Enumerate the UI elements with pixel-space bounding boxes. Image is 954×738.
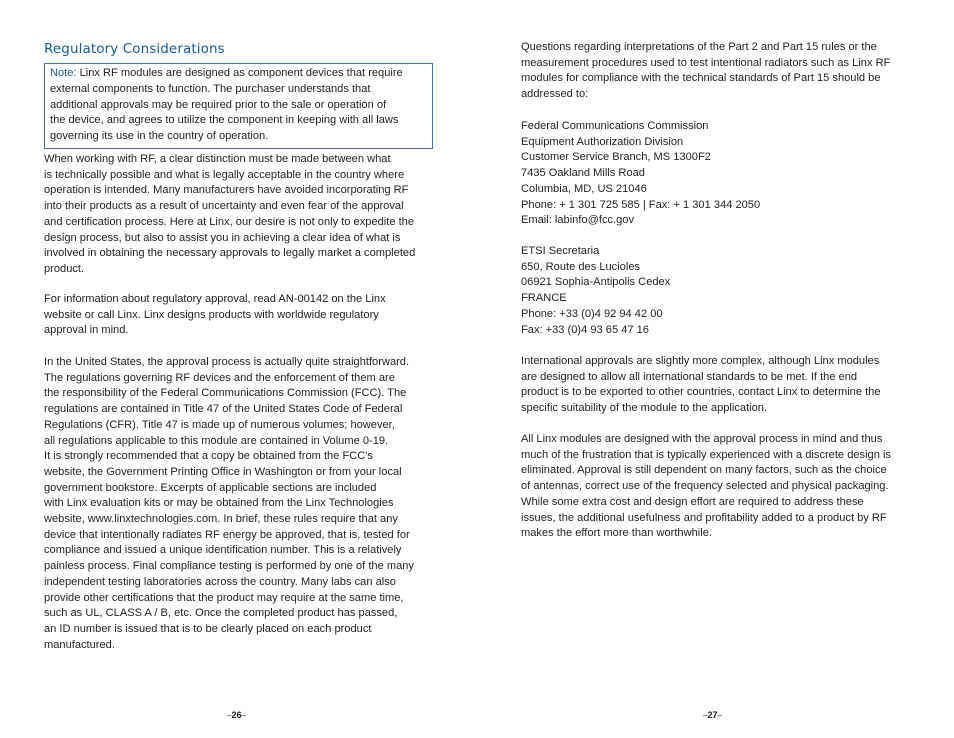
- text-line: involved in obtaining the necessary approvals to legally market a completed: [44, 247, 416, 260]
- paragraph-international: [521, 354, 915, 417]
- paragraph-rf-distinction: [44, 152, 438, 278]
- note-text-1: Linx RF modules are designed as component devices that require: [76, 67, 403, 79]
- text-line: website, the Government Printing Office in Washington or from your local: [44, 465, 402, 478]
- text-line: eliminated. Approval is still dependent on many factors, such as the choice: [521, 464, 887, 477]
- text-line: product is to be exported to other countries, contact Linx to determine the: [521, 386, 881, 399]
- note-box: [44, 63, 433, 149]
- text-line: government bookstore. Excerpts of applicable sections are included: [44, 481, 377, 494]
- text-line: and certification process. Here at Linx, our desire is not only to expedite the: [44, 215, 414, 228]
- text-line: all regulations applicable to this module are contained in Volume 0-19.: [44, 434, 389, 447]
- text-line: is technically possible and what is legally acceptable in the country where: [44, 168, 405, 181]
- text-line: When working with RF, a clear distinction must be made between what: [44, 153, 391, 165]
- text-line: an ID number is issued that is to be clearly placed on each product: [44, 622, 372, 635]
- right-page: [521, 0, 916, 738]
- text-line: design process, but also to assist you in achieving a clear idea of what is: [44, 231, 401, 244]
- address-line: 7435 Oakland Mills Road: [521, 167, 645, 180]
- text-line: regulations are contained in Title 47 of the United States Code of Federal: [44, 403, 403, 416]
- paragraph-linx-modules: [521, 432, 915, 542]
- text-line: website or call Linx. Linx designs products with worldwide regulatory: [44, 308, 379, 321]
- note-line-1: [50, 66, 424, 82]
- text-line: independent testing laboratories across the country. Many labs can also: [44, 575, 396, 588]
- text-line: specific suitability of the module to the application.: [521, 402, 768, 415]
- note-line-4: the device, and agrees to utilize the component in keeping with all laws: [50, 114, 399, 127]
- paragraph-us-approval: [44, 355, 438, 653]
- text-line: In the United States, the approval process is actually quite straightforward.: [44, 356, 410, 368]
- address-line: Equipment Authorization Division: [521, 135, 684, 148]
- page-number-right: –27–: [703, 710, 722, 720]
- paragraph-questions: [521, 40, 915, 103]
- address-line: Phone: + 1 301 725 585 | Fax: + 1 301 344 2050: [521, 198, 761, 211]
- text-line: compliance and issued a unique identification number. This is a relatively: [44, 544, 402, 557]
- text-line: approval in mind.: [44, 324, 129, 337]
- text-line: into their products as a result of uncertainty and even fear of the approval: [44, 200, 404, 213]
- text-line: measurement procedures used to test intentional radiators such as Linx RF: [521, 56, 891, 69]
- text-line: operation is intended. Many manufacturers have avoided incorporating RF: [44, 184, 409, 197]
- text-line: painless process. Final compliance testing is performed by one of the many: [44, 560, 414, 573]
- text-line: For information about regulatory approval, read AN-00142 on the Linx: [44, 293, 386, 305]
- text-line: International approvals are slightly more complex, although Linx modules: [521, 355, 880, 367]
- text-line: are designed to allow all international standards to be met. If the end: [521, 370, 858, 383]
- note-line-3: additional approvals may be required prior to the sale or operation of: [50, 98, 387, 111]
- address-line: Customer Service Branch, MS 1300F2: [521, 151, 711, 164]
- text-line: product.: [44, 262, 85, 275]
- note-line-2: external components to function. The purchaser understands that: [50, 82, 371, 95]
- address-line: Federal Communications Commission: [521, 120, 709, 132]
- text-line: provide other certifications that the product may require at the same time,: [44, 591, 404, 604]
- etsi-address-block: [521, 244, 915, 338]
- address-line: FRANCE: [521, 292, 567, 305]
- text-line: All Linx modules are designed with the approval process in mind and thus: [521, 433, 883, 445]
- text-line: The regulations governing RF devices and the enforcement of them are: [44, 371, 395, 384]
- note-label: Note:: [50, 67, 77, 79]
- paragraph-approval-info: [44, 292, 438, 339]
- text-line: such as UL, CLASS A / B, etc. Once the completed product has passed,: [44, 607, 398, 620]
- address-line: 650, Route des Lucioles: [521, 260, 641, 273]
- text-line: website, www.linxtechnologies.com. In brief, these rules require that any: [44, 513, 398, 526]
- text-line: Regulations (CFR). Title 47 is made up of numerous volumes; however,: [44, 418, 395, 431]
- note-line-5: governing its use in the country of operation.: [50, 130, 269, 143]
- text-line: issues, the additional usefulness and profitability added to a product by RF: [521, 511, 887, 524]
- section-heading: Regulatory Considerations: [44, 41, 225, 57]
- text-line: with Linx evaluation kits or may be obtained from the Linx Technologies: [44, 497, 394, 510]
- text-line: the responsibility of the Federal Communications Commission (FCC). The: [44, 387, 407, 400]
- address-line: 06921 Sophia-Antipolis Cedex: [521, 276, 671, 289]
- fcc-address-block: [521, 119, 915, 229]
- address-line: Email: labinfo@fcc.gov: [521, 214, 635, 227]
- text-line: device that intentionally radiates RF energy be approved, that is, tested for: [44, 528, 410, 541]
- text-line: manufactured.: [44, 638, 115, 651]
- text-line: While some extra cost and design effort are required to address these: [521, 495, 864, 508]
- page-number-left: –26–: [227, 710, 246, 720]
- address-line: Fax: +33 (0)4 93 65 47 16: [521, 323, 649, 336]
- text-line: makes the effort more than worthwhile.: [521, 527, 712, 540]
- text-line: addressed to:: [521, 88, 589, 101]
- text-line: It is strongly recommended that a copy be obtained from the FCC's: [44, 450, 373, 463]
- text-line: of antennas, correct use of the frequency selected and physical packaging.: [521, 480, 889, 493]
- text-line: much of the frustration that is typically experienced with a discrete design is: [521, 448, 891, 461]
- text-line: modules for compliance with the technical standards of Part 15 should be: [521, 72, 881, 85]
- address-line: ETSI Secretaria: [521, 245, 600, 257]
- text-line: Questions regarding interpretations of the Part 2 and Part 15 rules or the: [521, 41, 877, 53]
- left-page: [44, 0, 436, 738]
- address-line: Phone: +33 (0)4 92 94 42 00: [521, 307, 663, 320]
- address-line: Columbia, MD, US 21046: [521, 182, 647, 195]
